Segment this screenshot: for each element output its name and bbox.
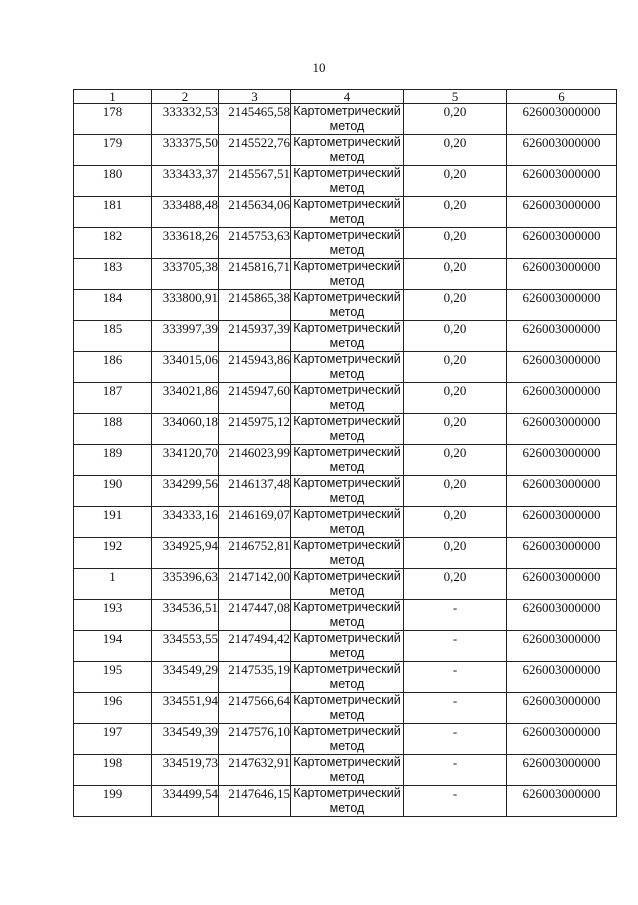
method-line2: метод	[329, 150, 365, 164]
x-coordinate-cell: 333618,26	[152, 228, 219, 259]
method-line1: Картометрический	[293, 383, 401, 397]
point-number-cell: 178	[74, 104, 152, 135]
table-row	[74, 476, 617, 507]
y-coordinate-cell: 2146169,07	[219, 507, 291, 538]
table-row	[74, 166, 617, 197]
table-row	[74, 135, 617, 166]
table-row	[74, 259, 617, 290]
method-cell	[291, 693, 404, 724]
code-cell: 626003000000	[507, 228, 617, 259]
method-line2: метод	[329, 243, 365, 257]
method-line2: метод	[329, 522, 365, 536]
method-line1: Картометрический	[293, 724, 401, 738]
method-line1: Картометрический	[293, 569, 401, 583]
table-row	[74, 724, 617, 755]
method-line1: Картометрический	[293, 476, 401, 490]
accuracy-cell: 0,20	[404, 290, 507, 321]
method-cell	[291, 414, 404, 445]
method-cell	[291, 445, 404, 476]
accuracy-cell: 0,20	[404, 259, 507, 290]
method-cell	[291, 383, 404, 414]
method-line1: Картометрический	[293, 104, 401, 118]
method-line2: метод	[329, 770, 365, 784]
table-row	[74, 228, 617, 259]
code-cell: 626003000000	[507, 259, 617, 290]
accuracy-cell: 0,20	[404, 228, 507, 259]
y-coordinate-cell: 2146137,48	[219, 476, 291, 507]
y-coordinate-cell: 2147447,08	[219, 600, 291, 631]
x-coordinate-cell: 333332,53	[152, 104, 219, 135]
method-line2: метод	[329, 801, 365, 815]
code-cell: 626003000000	[507, 662, 617, 693]
code-cell: 626003000000	[507, 383, 617, 414]
accuracy-cell: 0,20	[404, 538, 507, 569]
accuracy-cell: 0,20	[404, 507, 507, 538]
y-coordinate-cell: 2147494,42	[219, 631, 291, 662]
point-number-cell: 183	[74, 259, 152, 290]
code-cell: 626003000000	[507, 197, 617, 228]
method-line2: метод	[329, 429, 365, 443]
table-row	[74, 662, 617, 693]
accuracy-cell: 0,20	[404, 414, 507, 445]
code-cell: 626003000000	[507, 414, 617, 445]
accuracy-cell: 0,20	[404, 445, 507, 476]
table-row	[74, 352, 617, 383]
method-line1: Картометрический	[293, 662, 401, 676]
method-line2: метод	[329, 367, 365, 381]
method-cell	[291, 724, 404, 755]
code-cell: 626003000000	[507, 786, 617, 817]
y-coordinate-cell: 2147576,10	[219, 724, 291, 755]
method-line2: метод	[329, 460, 365, 474]
point-number-cell: 190	[74, 476, 152, 507]
code-cell: 626003000000	[507, 693, 617, 724]
code-cell: 626003000000	[507, 104, 617, 135]
method-line2: метод	[329, 739, 365, 753]
method-line2: метод	[329, 708, 365, 722]
method-line2: метод	[329, 274, 365, 288]
x-coordinate-cell: 334060,18	[152, 414, 219, 445]
x-coordinate-cell: 333375,50	[152, 135, 219, 166]
x-coordinate-cell: 334551,94	[152, 693, 219, 724]
x-coordinate-cell: 334536,51	[152, 600, 219, 631]
x-coordinate-cell: 334519,73	[152, 755, 219, 786]
y-coordinate-cell: 2145937,39	[219, 321, 291, 352]
point-number-cell: 192	[74, 538, 152, 569]
code-cell: 626003000000	[507, 507, 617, 538]
y-coordinate-cell: 2145865,38	[219, 290, 291, 321]
method-line1: Картометрический	[293, 228, 401, 242]
y-coordinate-cell: 2146752,81	[219, 538, 291, 569]
method-line1: Картометрический	[293, 786, 401, 800]
table-row	[74, 197, 617, 228]
point-number-cell: 196	[74, 693, 152, 724]
method-line1: Картометрический	[293, 445, 401, 459]
table-row	[74, 445, 617, 476]
method-cell	[291, 166, 404, 197]
table-row	[74, 755, 617, 786]
point-number-cell: 187	[74, 383, 152, 414]
method-cell	[291, 259, 404, 290]
table-row	[74, 693, 617, 724]
x-coordinate-cell: 334925,94	[152, 538, 219, 569]
accuracy-cell: -	[404, 600, 507, 631]
x-coordinate-cell: 333705,38	[152, 259, 219, 290]
method-line2: метод	[329, 336, 365, 350]
x-coordinate-cell: 334499,54	[152, 786, 219, 817]
table-row	[74, 383, 617, 414]
accuracy-cell: 0,20	[404, 197, 507, 228]
method-line2: метод	[329, 615, 365, 629]
code-cell: 626003000000	[507, 352, 617, 383]
point-number-cell: 189	[74, 445, 152, 476]
y-coordinate-cell: 2147142,00	[219, 569, 291, 600]
point-number-cell: 184	[74, 290, 152, 321]
accuracy-cell: -	[404, 631, 507, 662]
method-line1: Картометрический	[293, 290, 401, 304]
method-cell	[291, 507, 404, 538]
y-coordinate-cell: 2145943,86	[219, 352, 291, 383]
method-cell	[291, 755, 404, 786]
code-cell: 626003000000	[507, 166, 617, 197]
table-row	[74, 507, 617, 538]
accuracy-cell: -	[404, 662, 507, 693]
y-coordinate-cell: 2145816,71	[219, 259, 291, 290]
point-number-cell: 199	[74, 786, 152, 817]
method-line1: Картометрический	[293, 197, 401, 211]
y-coordinate-cell: 2145567,51	[219, 166, 291, 197]
code-cell: 626003000000	[507, 755, 617, 786]
code-cell: 626003000000	[507, 724, 617, 755]
column-header: 3	[219, 90, 291, 104]
y-coordinate-cell: 2147535,19	[219, 662, 291, 693]
accuracy-cell: 0,20	[404, 104, 507, 135]
accuracy-cell: -	[404, 755, 507, 786]
y-coordinate-cell: 2145753,63	[219, 228, 291, 259]
point-number-cell: 186	[74, 352, 152, 383]
x-coordinate-cell: 333488,48	[152, 197, 219, 228]
column-header: 4	[291, 90, 404, 104]
coordinates-table	[73, 89, 617, 817]
y-coordinate-cell: 2145947,60	[219, 383, 291, 414]
method-line1: Картометрический	[293, 600, 401, 614]
method-line1: Картометрический	[293, 259, 401, 273]
code-cell: 626003000000	[507, 135, 617, 166]
accuracy-cell: 0,20	[404, 383, 507, 414]
point-number-cell: 179	[74, 135, 152, 166]
point-number-cell: 194	[74, 631, 152, 662]
method-line1: Картометрический	[293, 755, 401, 769]
method-line2: метод	[329, 584, 365, 598]
x-coordinate-cell: 333800,91	[152, 290, 219, 321]
x-coordinate-cell: 334299,56	[152, 476, 219, 507]
method-line1: Картометрический	[293, 321, 401, 335]
x-coordinate-cell: 334549,39	[152, 724, 219, 755]
point-number-cell: 1	[74, 569, 152, 600]
x-coordinate-cell: 334549,29	[152, 662, 219, 693]
y-coordinate-cell: 2145975,12	[219, 414, 291, 445]
code-cell: 626003000000	[507, 445, 617, 476]
point-number-cell: 180	[74, 166, 152, 197]
accuracy-cell: -	[404, 786, 507, 817]
x-coordinate-cell: 333997,39	[152, 321, 219, 352]
method-cell	[291, 197, 404, 228]
method-line1: Картометрический	[293, 135, 401, 149]
code-cell: 626003000000	[507, 290, 617, 321]
accuracy-cell: -	[404, 693, 507, 724]
column-header: 5	[404, 90, 507, 104]
column-header: 6	[507, 90, 617, 104]
point-number-cell: 185	[74, 321, 152, 352]
method-cell	[291, 786, 404, 817]
method-line1: Картометрический	[293, 166, 401, 180]
accuracy-cell: 0,20	[404, 476, 507, 507]
accuracy-cell: 0,20	[404, 135, 507, 166]
point-number-cell: 191	[74, 507, 152, 538]
method-cell	[291, 538, 404, 569]
point-number-cell: 182	[74, 228, 152, 259]
x-coordinate-cell: 335396,63	[152, 569, 219, 600]
table-row	[74, 290, 617, 321]
x-coordinate-cell: 334120,70	[152, 445, 219, 476]
x-coordinate-cell: 334015,06	[152, 352, 219, 383]
x-coordinate-cell: 334553,55	[152, 631, 219, 662]
accuracy-cell: 0,20	[404, 321, 507, 352]
point-number-cell: 198	[74, 755, 152, 786]
table-row	[74, 538, 617, 569]
method-line1: Картометрический	[293, 538, 401, 552]
accuracy-cell: -	[404, 724, 507, 755]
method-line1: Картометрический	[293, 414, 401, 428]
table-row	[74, 321, 617, 352]
method-line1: Картометрический	[293, 507, 401, 521]
method-line2: метод	[329, 491, 365, 505]
x-coordinate-cell: 334333,16	[152, 507, 219, 538]
method-line2: метод	[329, 181, 365, 195]
method-line2: метод	[329, 119, 365, 133]
code-cell: 626003000000	[507, 631, 617, 662]
x-coordinate-cell: 334021,86	[152, 383, 219, 414]
x-coordinate-cell: 333433,37	[152, 166, 219, 197]
method-cell	[291, 662, 404, 693]
method-line2: метод	[329, 553, 365, 567]
y-coordinate-cell: 2145634,06	[219, 197, 291, 228]
method-cell	[291, 631, 404, 662]
accuracy-cell: 0,20	[404, 569, 507, 600]
y-coordinate-cell: 2145522,76	[219, 135, 291, 166]
page-number: 10	[312, 60, 326, 75]
method-line1: Картометрический	[293, 631, 401, 645]
accuracy-cell: 0,20	[404, 166, 507, 197]
method-line1: Картометрический	[293, 693, 401, 707]
table-row	[74, 786, 617, 817]
y-coordinate-cell: 2145465,58	[219, 104, 291, 135]
method-cell	[291, 321, 404, 352]
code-cell: 626003000000	[507, 600, 617, 631]
point-number-cell: 181	[74, 197, 152, 228]
method-cell	[291, 104, 404, 135]
method-line2: метод	[329, 646, 365, 660]
method-cell	[291, 569, 404, 600]
method-cell	[291, 476, 404, 507]
point-number-cell: 195	[74, 662, 152, 693]
table-row	[74, 600, 617, 631]
method-line2: метод	[329, 398, 365, 412]
code-cell: 626003000000	[507, 538, 617, 569]
column-header: 2	[152, 90, 219, 104]
point-number-cell: 193	[74, 600, 152, 631]
table-row	[74, 631, 617, 662]
method-line2: метод	[329, 212, 365, 226]
table-row	[74, 569, 617, 600]
point-number-cell: 197	[74, 724, 152, 755]
method-line2: метод	[329, 677, 365, 691]
method-line2: метод	[329, 305, 365, 319]
table-header-row	[74, 90, 617, 104]
code-cell: 626003000000	[507, 321, 617, 352]
point-number-cell: 188	[74, 414, 152, 445]
method-cell	[291, 600, 404, 631]
method-line1: Картометрический	[293, 352, 401, 366]
column-header: 1	[74, 90, 152, 104]
method-cell	[291, 352, 404, 383]
code-cell: 626003000000	[507, 476, 617, 507]
method-cell	[291, 290, 404, 321]
method-cell	[291, 228, 404, 259]
method-cell	[291, 135, 404, 166]
y-coordinate-cell: 2147566,64	[219, 693, 291, 724]
y-coordinate-cell: 2146023,99	[219, 445, 291, 476]
table-row	[74, 414, 617, 445]
code-cell: 626003000000	[507, 569, 617, 600]
y-coordinate-cell: 2147632,91	[219, 755, 291, 786]
accuracy-cell: 0,20	[404, 352, 507, 383]
y-coordinate-cell: 2147646,15	[219, 786, 291, 817]
table-row	[74, 104, 617, 135]
